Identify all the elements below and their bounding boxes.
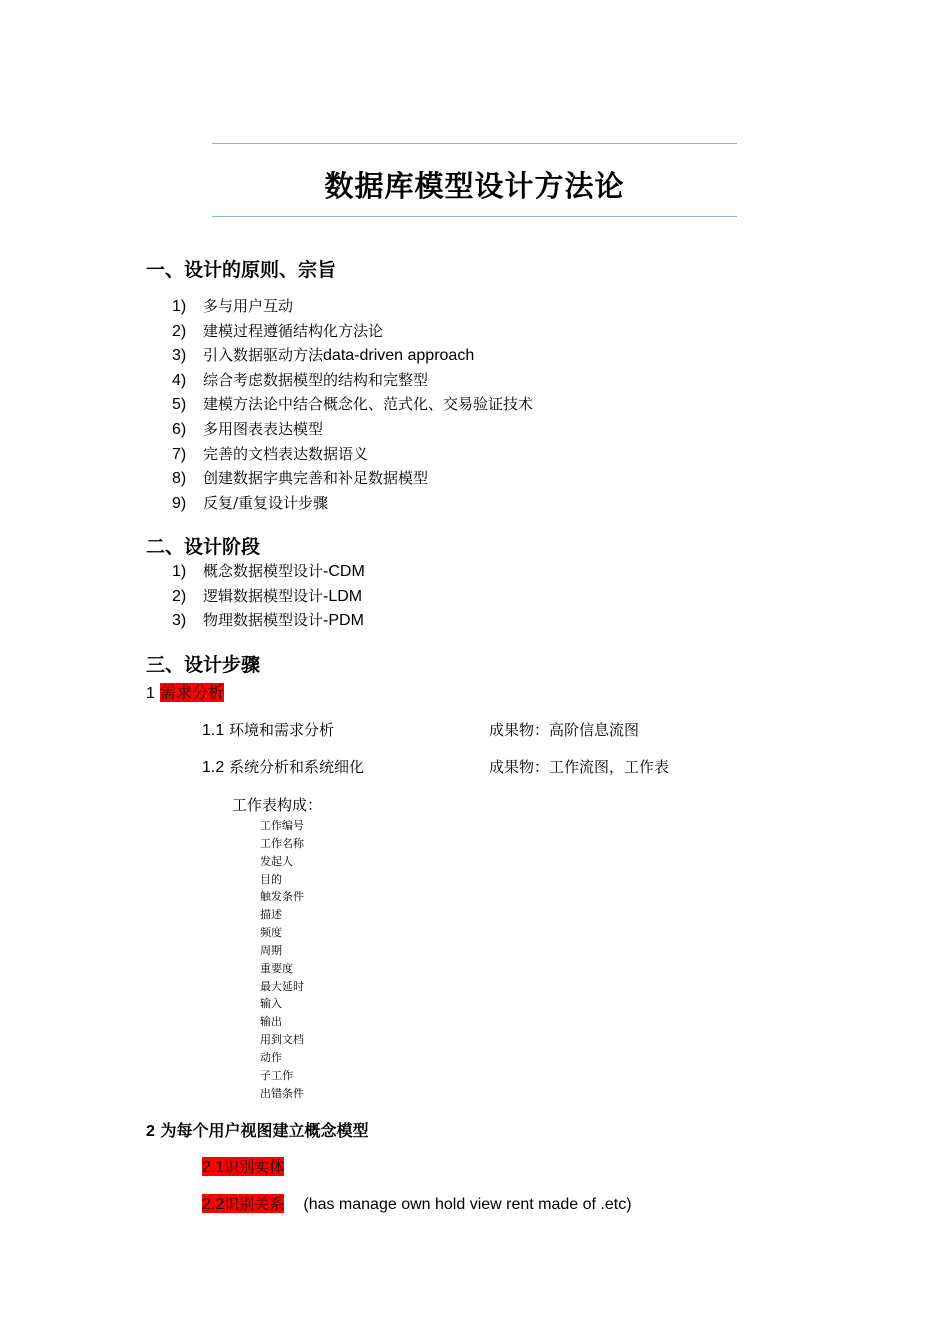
item-number: 7) — [172, 445, 187, 463]
item-english-text: -LDM — [323, 587, 363, 605]
list-item — [172, 368, 533, 393]
list-item — [172, 319, 533, 344]
item-english-text: -CDM — [323, 563, 365, 580]
worksheet-fields — [260, 817, 304, 1103]
section-1-heading: 一、设计的原则、宗旨 — [146, 259, 337, 281]
substep-text: 识别关系 — [224, 1195, 285, 1213]
item-text: 完善的文档表达数据语义 — [203, 444, 369, 463]
step-2-heading — [146, 1118, 369, 1141]
item-text: 创建数据字典完善和补足数据模型 — [203, 469, 429, 488]
item-number: 1) — [172, 298, 187, 315]
item-number: 5) — [172, 396, 187, 414]
item-text: 多用图表表达模型 — [203, 419, 324, 438]
substep-1-2-result: 成果物：工作流图，工作表 — [489, 758, 670, 776]
item-text: 引入数据驱动方法 — [203, 346, 324, 365]
worksheet-field: 出错条件 — [260, 1086, 304, 1100]
substep-number: 1.1 — [202, 722, 225, 739]
worksheet-field: 用到文档 — [260, 1033, 304, 1047]
worksheet-field: 工作名称 — [260, 836, 304, 850]
substep-1-1-result: 成果物：高阶信息流图 — [489, 721, 640, 739]
item-number: 8) — [172, 470, 187, 488]
item-text: 多与用户互动 — [203, 297, 294, 315]
worksheet-field: 描述 — [260, 908, 282, 922]
substep-note: (has manage own hold view rent made of .etc) — [303, 1196, 632, 1213]
section-2-heading: 二、设计阶段 — [146, 536, 261, 558]
substep-text: 环境和需求分析 — [229, 721, 335, 739]
worksheet-field: 频度 — [260, 926, 282, 940]
item-number: 3) — [172, 347, 187, 365]
item-text: 反复/重复设计步骤 — [203, 493, 329, 512]
substep-1-1 — [202, 719, 334, 740]
worksheet-field: 最大延时 — [260, 979, 304, 993]
title-bottom-rule — [212, 216, 737, 217]
item-english-text: -PDM — [323, 612, 364, 630]
worksheet-field: 触发条件 — [260, 890, 304, 904]
document-title: 数据库模型设计方法论 — [324, 169, 625, 203]
step-label: 为每个用户视图建立概念模型 — [160, 1121, 369, 1140]
list-item — [172, 417, 533, 442]
item-text: 物理数据模型设计 — [203, 611, 324, 630]
phases-list — [172, 559, 365, 633]
list-item — [172, 608, 365, 633]
item-text: 逻辑数据模型设计 — [203, 586, 324, 605]
step-number: 1 — [146, 685, 155, 702]
item-number: 1) — [172, 563, 187, 580]
list-item — [172, 584, 365, 609]
title-top-rule — [212, 143, 737, 144]
principles-list — [172, 294, 533, 515]
list-item — [172, 559, 365, 584]
substep-highlight — [202, 1194, 284, 1213]
worksheet-title: 工作表构成： — [232, 796, 323, 814]
worksheet-field: 重要度 — [260, 961, 293, 975]
substep-number: 2.2 — [202, 1196, 225, 1213]
list-item — [172, 491, 533, 516]
item-number: 4) — [172, 371, 187, 389]
list-item — [172, 343, 533, 368]
item-english-text: data-driven approach — [323, 347, 475, 365]
item-number: 2) — [172, 587, 187, 605]
worksheet-field: 子工作 — [260, 1068, 293, 1082]
list-item — [172, 442, 533, 467]
substep-number: 2.1 — [202, 1159, 225, 1176]
item-number: 2) — [172, 322, 187, 340]
step-1-heading — [146, 680, 224, 703]
item-number: 9) — [172, 494, 187, 512]
worksheet-field: 发起人 — [260, 854, 293, 868]
worksheet-field: 周期 — [260, 943, 282, 957]
item-text: 建模方法论中结合概念化、范式化、交易验证技术 — [203, 395, 534, 414]
item-text: 综合考虑数据模型的结构和完整型 — [203, 370, 429, 389]
worksheet-field: 工作编号 — [260, 819, 304, 832]
item-number: 3) — [172, 612, 187, 630]
worksheet-field: 输出 — [260, 1015, 282, 1029]
worksheet-field: 动作 — [260, 1050, 282, 1064]
substep-2-2 — [202, 1193, 632, 1214]
worksheet-field: 目的 — [260, 872, 282, 886]
list-item — [172, 392, 533, 417]
substep-text: 系统分析和系统细化 — [229, 758, 365, 776]
substep-highlight — [202, 1157, 284, 1176]
substep-number: 1.2 — [202, 759, 225, 776]
item-text: 概念数据模型设计 — [203, 562, 324, 580]
list-item — [172, 294, 533, 319]
substep-1-2 — [202, 756, 364, 777]
substep-2-1 — [202, 1156, 284, 1177]
item-number: 6) — [172, 420, 187, 438]
item-text: 建模过程遵循结构化方法论 — [203, 321, 384, 340]
section-3-heading: 三、设计步骤 — [146, 654, 261, 676]
list-item — [172, 466, 533, 491]
substep-text: 识别实体 — [224, 1158, 285, 1176]
step-number: 2 — [146, 1123, 155, 1140]
worksheet-field: 输入 — [260, 997, 282, 1011]
step-label: 需求分析 — [160, 683, 225, 702]
